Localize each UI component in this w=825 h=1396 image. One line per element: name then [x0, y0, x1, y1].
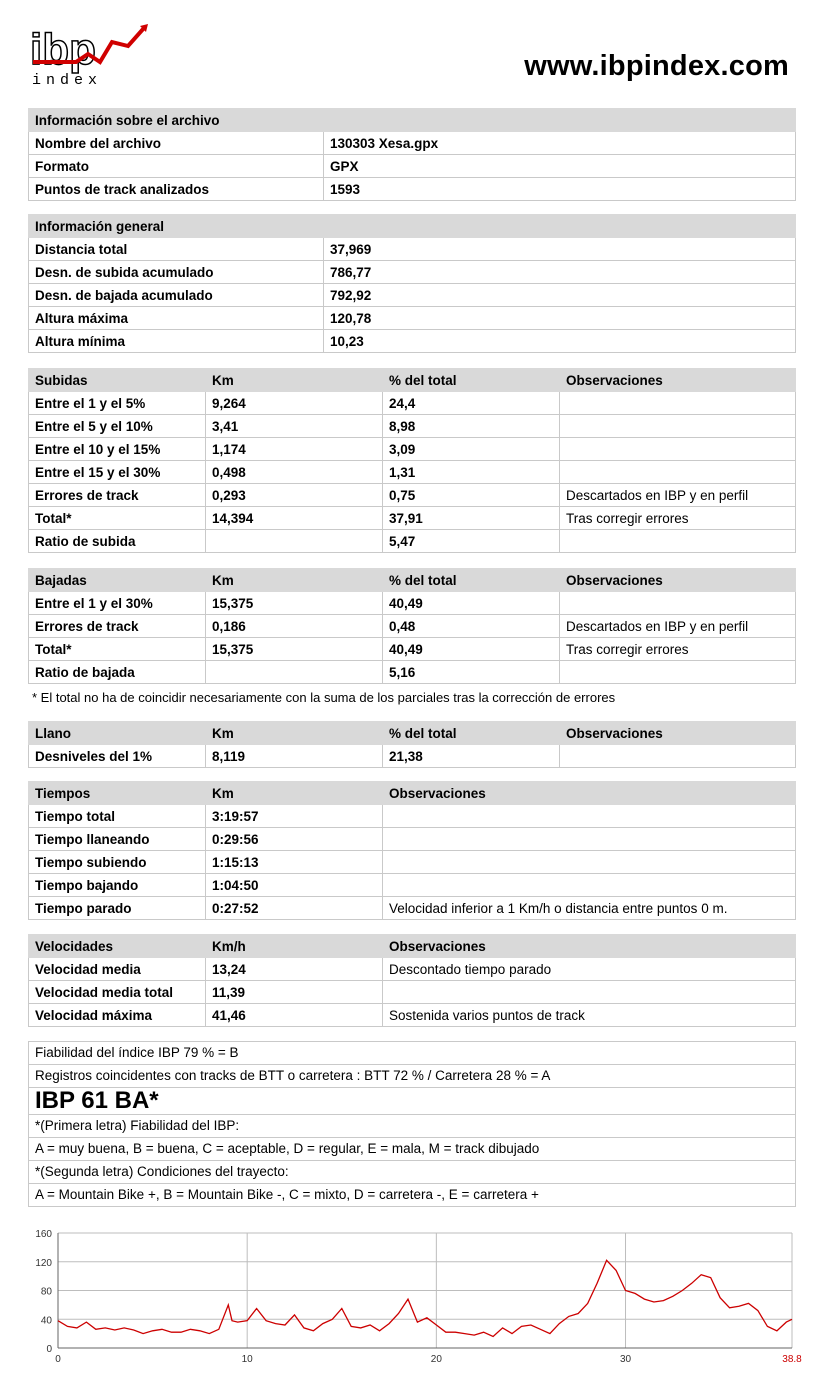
- cell-value: 1:04:50: [206, 874, 383, 897]
- cell-value: [383, 851, 796, 874]
- y-tick-label: 160: [35, 1229, 52, 1240]
- row-label: Errores de track: [29, 615, 206, 638]
- cell-value: 792,92: [324, 284, 796, 307]
- cell-value: 10,23: [324, 330, 796, 353]
- logo-text: ibp: [30, 25, 96, 74]
- y-tick-label: 40: [40, 1315, 52, 1327]
- cell-value: 13,24: [206, 958, 383, 981]
- ibp-summary-box: [28, 1041, 796, 1207]
- errors-footnote: * El total no ha de coincidir necesariamente con la suma de los parciales tras la corrección de errores: [32, 690, 616, 705]
- primera-letra-legend: A = muy buena, B = buena, C = aceptable, D = regular, E = mala, M = track dibujado: [29, 1138, 795, 1161]
- table-row: [29, 330, 796, 353]
- cell-value: [383, 981, 796, 1004]
- cell-value: 1,174: [206, 438, 383, 461]
- cell-value: 1,31: [383, 461, 560, 484]
- file-info-table: [28, 108, 796, 201]
- row-label: Altura máxima: [29, 307, 324, 330]
- cell-value: [560, 438, 796, 461]
- cell-value: Sostenida varios puntos de track: [383, 1004, 796, 1027]
- row-label: Velocidad media: [29, 958, 206, 981]
- cell-value: 8,98: [383, 415, 560, 438]
- x-tick-label: 10: [241, 1354, 253, 1365]
- row-label: Entre el 15 y el 30%: [29, 461, 206, 484]
- cell-value: 21,38: [383, 745, 560, 768]
- table-row: [29, 155, 796, 178]
- column-header: Velocidades: [29, 935, 206, 958]
- cell-value: 0,75: [383, 484, 560, 507]
- cell-value: 15,375: [206, 592, 383, 615]
- registros-line: Registros coincidentes con tracks de BTT o carretera : BTT 72 % / Carretera 28 % = A: [29, 1065, 795, 1088]
- cell-value: [560, 461, 796, 484]
- table-row: [29, 958, 796, 981]
- table-row: [29, 638, 796, 661]
- row-label: Tiempo total: [29, 805, 206, 828]
- cell-value: [206, 530, 383, 553]
- row-label: Tiempo parado: [29, 897, 206, 920]
- cell-value: 14,394: [206, 507, 383, 530]
- cell-value: 786,77: [324, 261, 796, 284]
- y-tick-label: 120: [35, 1257, 52, 1269]
- column-header: Observaciones: [560, 722, 796, 745]
- table-row: [29, 530, 796, 553]
- cell-value: Tras corregir errores: [560, 638, 796, 661]
- table-row: [29, 307, 796, 330]
- cell-value: 1593: [324, 178, 796, 201]
- cell-value: [560, 745, 796, 768]
- table-row: [29, 461, 796, 484]
- logo-subtext: index: [32, 72, 103, 88]
- row-label: Velocidad media total: [29, 981, 206, 1004]
- row-label: Tiempo llaneando: [29, 828, 206, 851]
- table-header-row: [29, 722, 796, 745]
- table-row: [29, 897, 796, 920]
- cell-value: [560, 661, 796, 684]
- cell-value: 1:15:13: [206, 851, 383, 874]
- row-label: Errores de track: [29, 484, 206, 507]
- cell-value: GPX: [324, 155, 796, 178]
- cell-value: [560, 415, 796, 438]
- row-label: Formato: [29, 155, 324, 178]
- row-label: Entre el 1 y el 5%: [29, 392, 206, 415]
- row-label: Altura mínima: [29, 330, 324, 353]
- llano-table: [28, 721, 796, 768]
- row-label: Total*: [29, 638, 206, 661]
- table-row: [29, 484, 796, 507]
- cell-value: 8,119: [206, 745, 383, 768]
- table-row: [29, 284, 796, 307]
- cell-value: 11,39: [206, 981, 383, 1004]
- cell-value: 3:19:57: [206, 805, 383, 828]
- table-row: [29, 178, 796, 201]
- column-header: Km: [206, 369, 383, 392]
- column-header: Observaciones: [560, 569, 796, 592]
- table-header-row: [29, 935, 796, 958]
- fiabilidad-line: Fiabilidad del índice IBP 79 % = B: [29, 1042, 795, 1065]
- cell-value: 0,186: [206, 615, 383, 638]
- cell-value: 0:27:52: [206, 897, 383, 920]
- cell-value: [383, 805, 796, 828]
- column-header: % del total: [383, 722, 560, 745]
- cell-value: [383, 874, 796, 897]
- cell-value: 41,46: [206, 1004, 383, 1027]
- table-row: [29, 1004, 796, 1027]
- row-label: Velocidad máxima: [29, 1004, 206, 1027]
- bajadas-table: [28, 568, 796, 684]
- column-header: Llano: [29, 722, 206, 745]
- row-label: Entre el 10 y el 15%: [29, 438, 206, 461]
- table-row: [29, 392, 796, 415]
- cell-value: 37,969: [324, 238, 796, 261]
- cell-value: 0:29:56: [206, 828, 383, 851]
- y-tick-label: 80: [40, 1286, 52, 1298]
- column-header: % del total: [383, 569, 560, 592]
- row-label: Desn. de bajada acumulado: [29, 284, 324, 307]
- cell-value: Tras corregir errores: [560, 507, 796, 530]
- cell-value: [383, 828, 796, 851]
- x-max-label: 38.8: [782, 1354, 802, 1365]
- column-header: Tiempos: [29, 782, 206, 805]
- elevation-line: [58, 1260, 792, 1336]
- table-row: [29, 592, 796, 615]
- page-header: [0, 0, 825, 100]
- cell-value: 15,375: [206, 638, 383, 661]
- website-url: www.ibpindex.com: [524, 50, 789, 82]
- general-info-table: [28, 214, 796, 353]
- elevation-profile-chart: [0, 1218, 825, 1396]
- velocidades-table: [28, 934, 796, 1027]
- cell-value: Descartados en IBP y en perfil: [560, 615, 796, 638]
- row-label: Desn. de subida acumulado: [29, 261, 324, 284]
- row-label: Ratio de bajada: [29, 661, 206, 684]
- column-header: Km/h: [206, 935, 383, 958]
- cell-value: [206, 661, 383, 684]
- cell-value: 3,09: [383, 438, 560, 461]
- column-header: Km: [206, 722, 383, 745]
- cell-value: [560, 530, 796, 553]
- row-label: Distancia total: [29, 238, 324, 261]
- table-row: [29, 261, 796, 284]
- cell-value: 3,41: [206, 415, 383, 438]
- table-row: [29, 415, 796, 438]
- table-row: [29, 438, 796, 461]
- cell-value: Descontado tiempo parado: [383, 958, 796, 981]
- cell-value: 5,16: [383, 661, 560, 684]
- segunda-letra-line: *(Segunda letra) Condiciones del trayecto:: [29, 1161, 795, 1184]
- table-row: [29, 507, 796, 530]
- row-label: Entre el 1 y el 30%: [29, 592, 206, 615]
- column-header: % del total: [383, 369, 560, 392]
- cell-value: 5,47: [383, 530, 560, 553]
- table-header-row: [29, 569, 796, 592]
- column-header: Observaciones: [383, 782, 796, 805]
- row-label: Tiempo subiendo: [29, 851, 206, 874]
- table-title: Información sobre el archivo: [29, 109, 796, 132]
- cell-value: [560, 392, 796, 415]
- cell-value: 130303 Xesa.gpx: [324, 132, 796, 155]
- row-label: Tiempo bajando: [29, 874, 206, 897]
- x-tick-label: 30: [619, 1354, 632, 1365]
- cell-value: [560, 592, 796, 615]
- cell-value: 40,49: [383, 592, 560, 615]
- ibp-score: IBP 61 BA*: [29, 1088, 795, 1115]
- cell-value: 9,264: [206, 392, 383, 415]
- table-header-row: [29, 782, 796, 805]
- ibp-logo: [28, 24, 148, 88]
- primera-letra-line: *(Primera letra) Fiabilidad del IBP:: [29, 1115, 795, 1138]
- subidas-table: [28, 368, 796, 553]
- row-label: Nombre del archivo: [29, 132, 324, 155]
- cell-value: Descartados en IBP y en perfil: [560, 484, 796, 507]
- table-row: [29, 745, 796, 768]
- row-label: Entre el 5 y el 10%: [29, 415, 206, 438]
- table-row: [29, 615, 796, 638]
- table-row: [29, 828, 796, 851]
- table-row: [29, 132, 796, 155]
- segunda-letra-legend: A = Mountain Bike +, B = Mountain Bike -, C = mixto, D = carretera -, E = carretera +: [35, 1187, 539, 1202]
- column-header: Observaciones: [383, 935, 796, 958]
- table-header-row: [29, 369, 796, 392]
- x-tick-label: 20: [430, 1354, 442, 1365]
- cell-value: 0,293: [206, 484, 383, 507]
- table-row: [29, 805, 796, 828]
- column-header: Km: [206, 569, 383, 592]
- table-row: [29, 981, 796, 1004]
- x-tick-label: 0: [55, 1354, 61, 1365]
- row-label: Desniveles del 1%: [29, 745, 206, 768]
- cell-value: 0,48: [383, 615, 560, 638]
- column-header: Observaciones: [560, 369, 796, 392]
- cell-value: 0,498: [206, 461, 383, 484]
- column-header: Subidas: [29, 369, 206, 392]
- y-tick-label: 0: [46, 1344, 52, 1355]
- table-row: [29, 238, 796, 261]
- row-label: Total*: [29, 507, 206, 530]
- column-header: Bajadas: [29, 569, 206, 592]
- cell-value: 24,4: [383, 392, 560, 415]
- cell-value: 120,78: [324, 307, 796, 330]
- table-row: [29, 874, 796, 897]
- table-row: [29, 661, 796, 684]
- row-label: Ratio de subida: [29, 530, 206, 553]
- column-header: Km: [206, 782, 383, 805]
- row-label: Puntos de track analizados: [29, 178, 324, 201]
- table-title: Información general: [29, 215, 796, 238]
- cell-value: 40,49: [383, 638, 560, 661]
- cell-value: Velocidad inferior a 1 Km/h o distancia entre puntos 0 m.: [383, 897, 796, 920]
- cell-value: 37,91: [383, 507, 560, 530]
- table-row: [29, 851, 796, 874]
- tiempos-table: [28, 781, 796, 920]
